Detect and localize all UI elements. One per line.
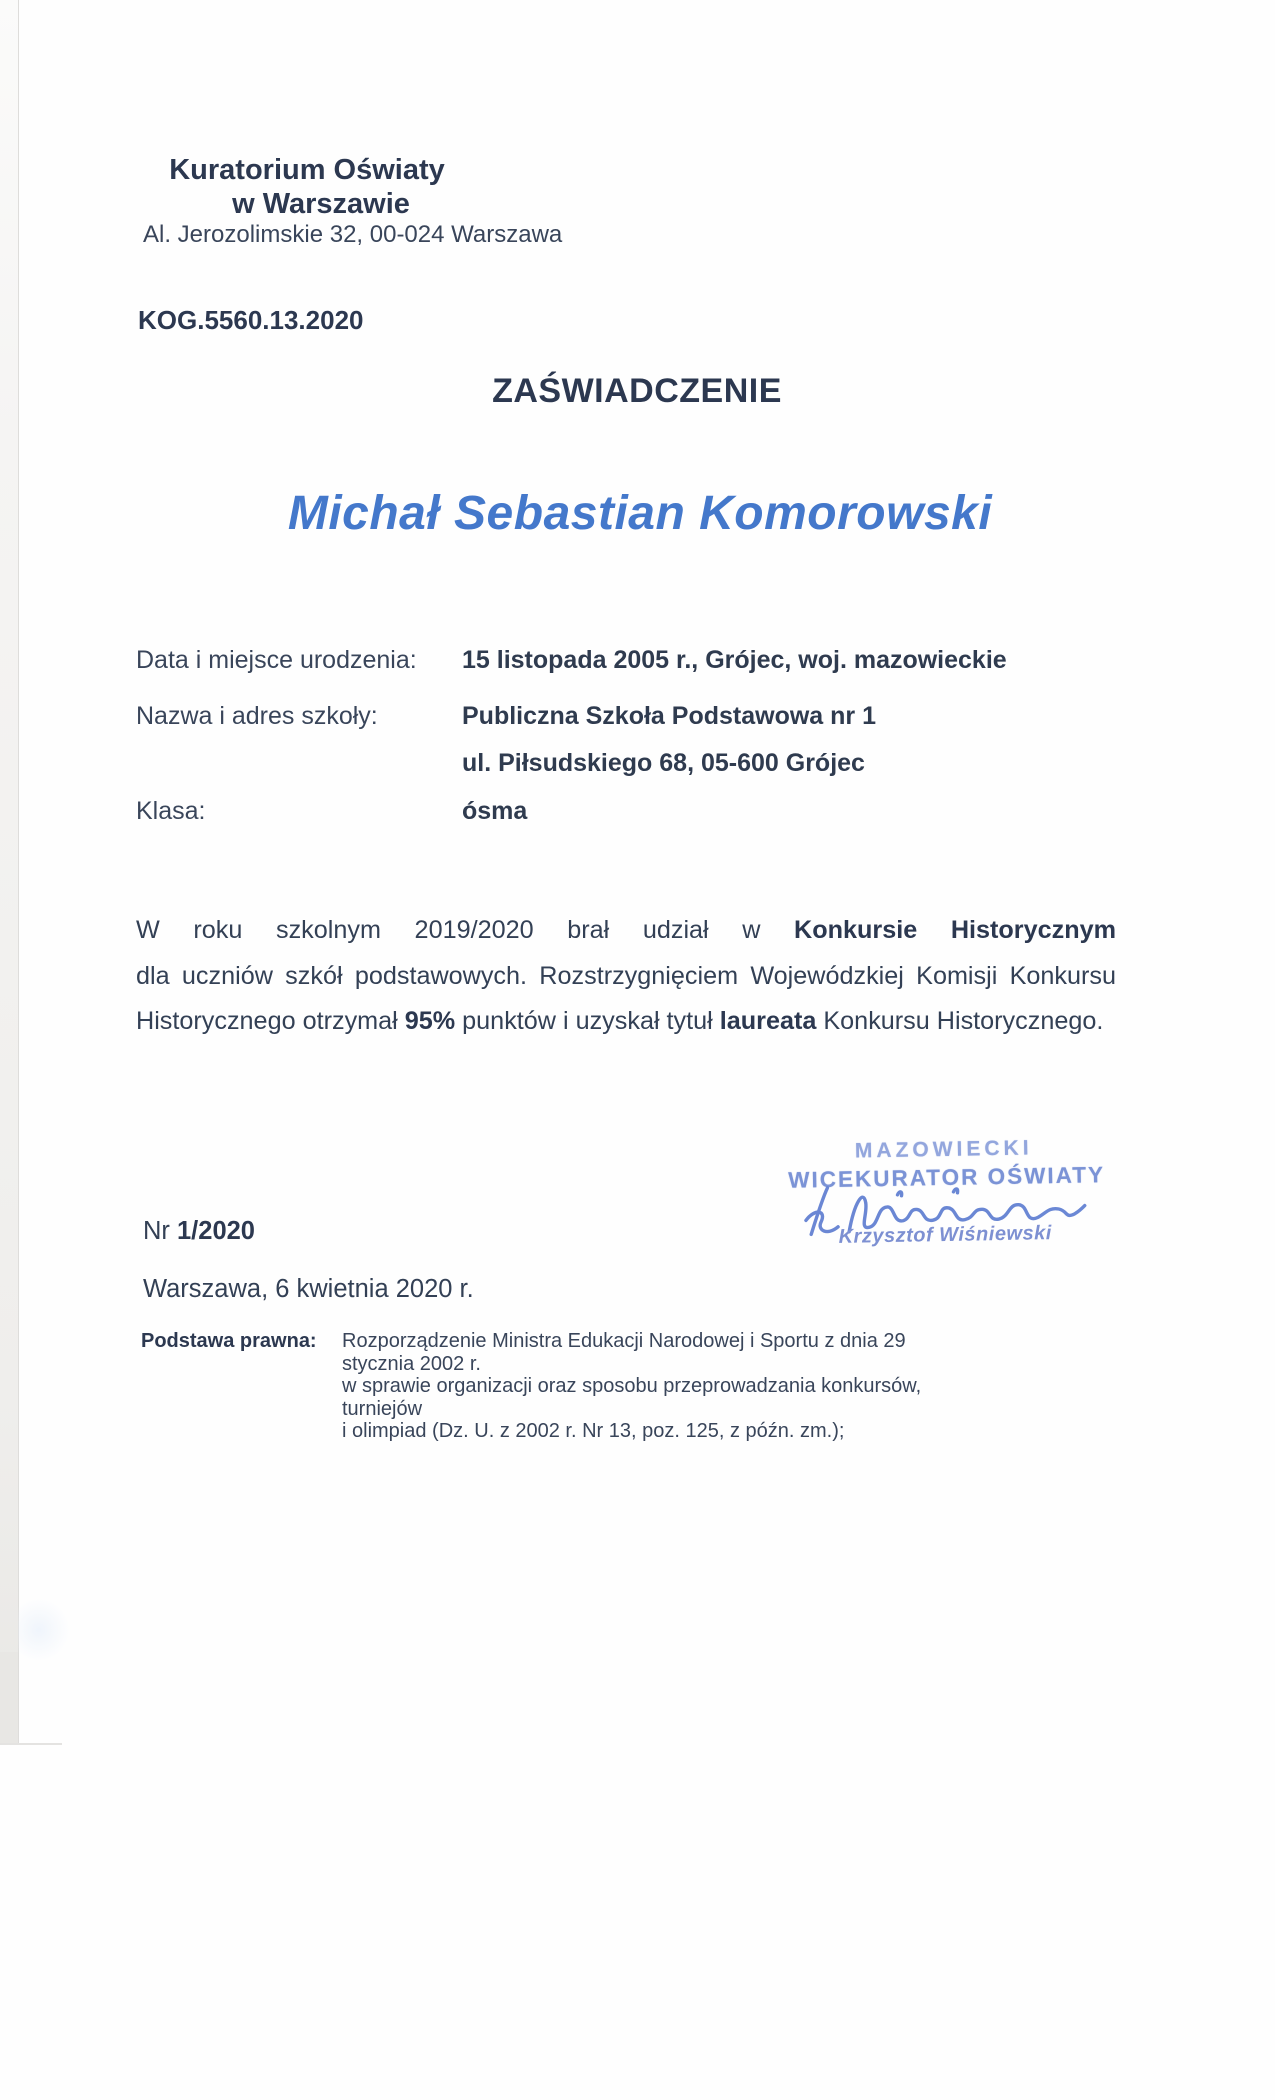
paragraph-line-1	[136, 908, 1116, 954]
legal-basis-text	[342, 1330, 942, 1443]
reference-number: KOG.5560.13.2020	[138, 305, 364, 335]
official-stamp	[788, 1135, 1106, 1248]
scan-edge-strip	[0, 0, 19, 1743]
legal-basis-line1: Rozporządzenie Ministra Edukacji Narodowej i Sportu z dnia 29 stycznia 2002 r.	[342, 1330, 906, 1375]
legal-basis-line3: i olimpiad (Dz. U. z 2002 r. Nr 13, poz. 125, z późn. zm.);	[342, 1420, 845, 1442]
paragraph-line1-bold: Konkursie Historycznym	[794, 916, 1116, 944]
place-and-date: Warszawa, 6 kwietnia 2020 r.	[143, 1275, 474, 1303]
scan-edge-strip-shadow	[0, 1652, 18, 1743]
legal-basis-line2: w sprawie organizacji oraz sposobu przeprowadzania konkursów, turniejów	[342, 1375, 922, 1420]
paragraph-line3-part2: punktów i uzyskał tytuł	[455, 1007, 720, 1035]
detail-value-school-line2: ul. Piłsudskiego 68, 05-600 Grójec	[462, 749, 865, 777]
detail-value-birth: 15 listopada 2005 r., Grójec, woj. mazowieckie	[462, 646, 1007, 674]
letterhead-org-line2: w Warszawie	[232, 188, 410, 220]
stamp-title-line: WICEKURATOR OŚWIATY	[788, 1162, 1106, 1193]
paragraph-line3-score: 95%	[404, 1007, 456, 1035]
signer-name: Krzysztof Wiśniewski	[838, 1222, 1052, 1248]
certificate-number	[143, 1217, 255, 1246]
paragraph-line-2	[136, 954, 1116, 1000]
stamp-region-line: MAZOWIECKI	[854, 1136, 1033, 1163]
legal-basis-label: Podstawa prawna:	[141, 1330, 317, 1352]
document-title: ZAŚWIADCZENIE	[492, 372, 782, 410]
paragraph-line3-laureate: laureata	[719, 1007, 817, 1035]
certificate-number-value: 1/2020	[177, 1217, 255, 1245]
recipient-name: Michał Sebastian Komorowski	[287, 487, 993, 540]
detail-label-school: Nazwa i adres szkoły:	[136, 702, 378, 730]
paragraph-line3-part1: Historycznego otrzymał	[136, 1007, 405, 1035]
paragraph-line3-part3: Konkursu Historycznego.	[816, 1007, 1104, 1035]
scan-edge-bottom-line	[0, 1743, 62, 1745]
certificate-number-prefix: Nr	[143, 1217, 177, 1245]
letterhead-org-line1: Kuratorium Oświaty	[169, 154, 445, 186]
body-paragraph	[136, 908, 1116, 1045]
detail-label-class: Klasa:	[136, 797, 206, 825]
scan-smudge	[18, 1598, 70, 1662]
detail-label-birth: Data i miejsce urodzenia:	[136, 646, 417, 674]
paragraph-line2-text: dla uczniów szkół podstawowych. Rozstrzygnięciem Wojewódzkiej Komisji Konkursu	[136, 961, 1116, 990]
paragraph-line-3	[136, 999, 1116, 1045]
paragraph-line1-regular: W roku szkolnym 2019/2020 brał udział w	[136, 916, 795, 944]
detail-value-class: ósma	[462, 797, 528, 825]
detail-value-school-line1: Publiczna Szkoła Podstawowa nr 1	[462, 702, 876, 730]
letterhead-address: Al. Jerozolimskie 32, 00-024 Warszawa	[143, 221, 563, 248]
